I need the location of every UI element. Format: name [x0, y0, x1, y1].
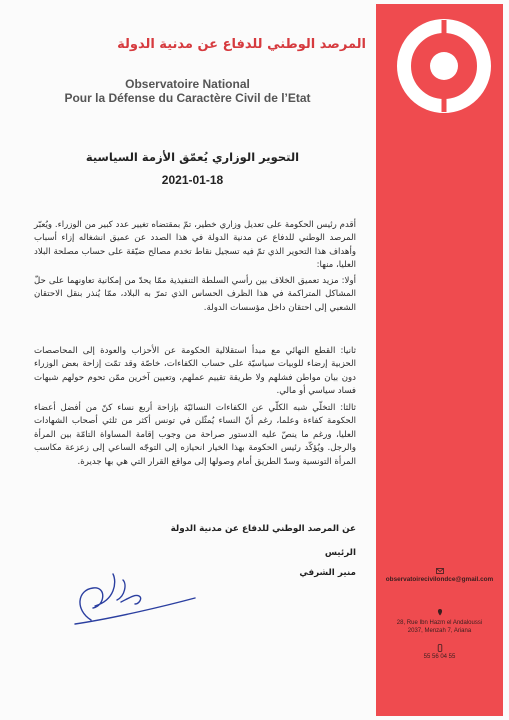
paragraph-intro: أقدم رئيس الحكومة على تعديل وزاري خطير، تمّ بمقتضاه تغيير عدد كبير من الوزراء. ويُعبّر المرصد الوطني للدفاع عن مدنية الدولة في هذا الصدد عن عميق انشغاله إزاء أسباب وأهداف هذا التحوير الذي تمّ فيه تسجيل نقاط تخدم مصالح ضيّقة على حساب مصلحة البلاد العليا، منها:: [34, 220, 356, 271]
observatory-logo-icon: [394, 16, 494, 116]
paragraph-third-point: ثالثا: التخلّي شبه الكلّي عن الكفاءات النسائيّة بإزاحة أربع نساء كنّ من أفضل أعضاء الحكومة كفاءة وعلما، رغم أنّ النساء يُمثّلن في تونس أكثر من ثلثي أصحاب الشهادات العليا، ورغم ما ينصّ عليه الدستور صراحة من وجوب إقامة المساواة التامّة بين المرأة والرجل. ويُؤكّد رئيس الحكومة بهذا الخيار انحيازه إلى التوجّه الساعي إلى زعزعة مكاسب المرأة التونسية وسدّ الطريق أمام وصولها إلى مواقع القرار التي هي بها جديرة.: [34, 403, 356, 467]
signature-org-line: عن المرصد الوطني للدفاع عن مدنية الدولة: [170, 524, 356, 534]
email-icon: [436, 567, 444, 575]
phone-icon: [436, 644, 444, 652]
paragraph-first-point: أولا: مزيد تعميق الخلاف بين رأسي السلطة التنفيذية ممّا يحدّ من إمكانية تعاونهما على حلّ المشاكل المتراكمة في هذا الظرف الحساس الذي تمرّ به البلاد، ممّا يُنذر بنقل الاحتقان الشعبي إلى احتقان داخل مؤسسات الدولة.: [34, 276, 356, 313]
signature-role: الرئيس: [324, 548, 356, 558]
org-name-arabic: المرصد الوطني للدفاع عن مدنية الدولة: [117, 37, 366, 52]
paragraph-second-point: ثانيا: القطع النهائي مع مبدأ استقلالية الحكومة عن الأحزاب والعودة إلى المحاصصات الحزبية إرضاء للوبيات سياسيّة على حساب الكفاءات، خاصّة وقد تمّت إزاحة بعض الوزراء دون بيان مواطن فشلهم ولا طريقة تقييم عملهم، وتعيين آخرين ممّن تحوم حولهم شبهات فساد سياسي أو مالي.: [34, 346, 356, 397]
org-name-french-line1: Observatoire National: [125, 77, 250, 91]
location-icon: [436, 608, 444, 616]
contact-sidebar: [376, 4, 503, 716]
contact-address-line1: 28, Rue Ibn Hazm el Andaloussi: [396, 620, 483, 626]
letter-date: 2021-01-18: [161, 173, 224, 187]
letter-title: التحوير الوزاري يُعمّق الأزمة السياسية: [85, 150, 300, 164]
signature-name: منير الشرفي: [299, 568, 356, 578]
contact-email: observatoirecivilondce@gmail.com: [385, 576, 494, 583]
org-name-french-line2: Pour la Défense du Caractère Civil de l’Etat: [64, 91, 311, 105]
contact-phone: 55 56 04 55: [423, 654, 456, 660]
handwritten-signature: [55, 560, 205, 630]
contact-address-line2: 2037, Menzah 7, Ariana: [407, 628, 472, 634]
